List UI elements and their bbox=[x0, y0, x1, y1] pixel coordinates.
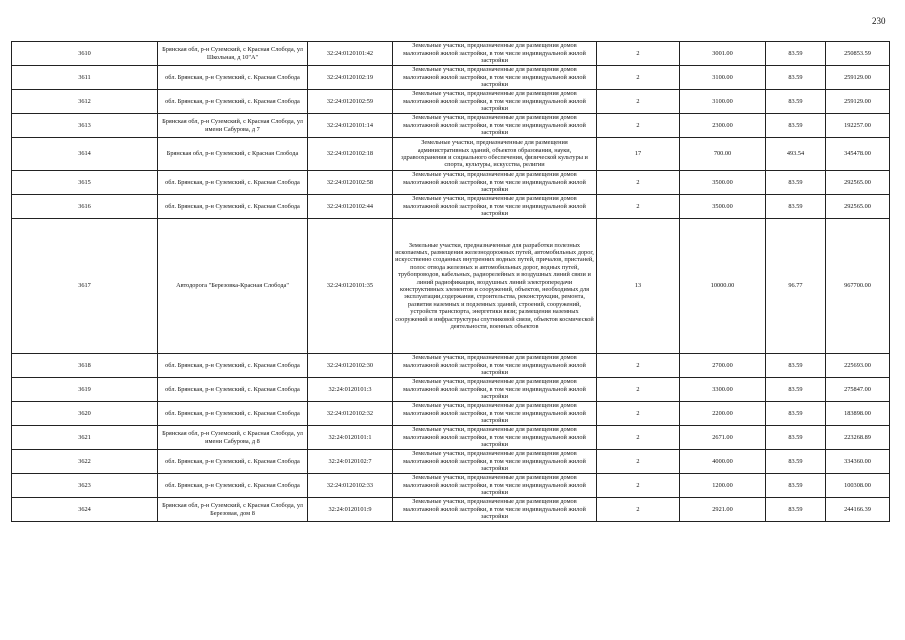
specific-value-cell: 83.59 bbox=[766, 402, 826, 426]
address-cell: обл. Брянская, р-н Суземский, с. Красная Слобода bbox=[158, 90, 308, 114]
group-cell: 2 bbox=[597, 42, 680, 66]
land-use-cell: Земельные участки, предназначенные для размещения домов малоэтажной жилой застройки, в том числе индивидуальной жилой застройки bbox=[393, 90, 597, 114]
cadastral-number-cell: 32:24:0120102:33 bbox=[308, 474, 393, 498]
address-cell: Автодорога "Березовка-Красная Слобода" bbox=[158, 219, 308, 354]
address-cell: обл. Брянская, р-н Суземский, с. Красная Слобода bbox=[158, 474, 308, 498]
cadastral-number-cell: 32:24:0120101:3 bbox=[308, 378, 393, 402]
address-cell: обл. Брянская, р-н Суземский, с. Красная Слобода bbox=[158, 195, 308, 219]
cadastral-number-cell: 32:24:0120102:32 bbox=[308, 402, 393, 426]
row-number: 3613 bbox=[12, 114, 158, 138]
area-cell: 4000.00 bbox=[680, 450, 766, 474]
specific-value-cell: 83.59 bbox=[766, 114, 826, 138]
cadastral-value-cell: 250853.59 bbox=[826, 42, 890, 66]
area-cell: 3100.00 bbox=[680, 66, 766, 90]
specific-value-cell: 83.59 bbox=[766, 498, 826, 522]
row-number: 3616 bbox=[12, 195, 158, 219]
cadastral-value-cell: 259129.00 bbox=[826, 66, 890, 90]
group-cell: 2 bbox=[597, 114, 680, 138]
table-row bbox=[12, 402, 890, 426]
specific-value-cell: 83.59 bbox=[766, 66, 826, 90]
land-use-cell: Земельные участки, предназначенные для размещения домов малоэтажной жилой застройки, в том числе индивидуальной жилой застройки bbox=[393, 114, 597, 138]
table-row bbox=[12, 450, 890, 474]
cadastral-number-cell: 32:24:0120102:44 bbox=[308, 195, 393, 219]
cadastral-value-table bbox=[11, 41, 890, 522]
cadastral-value-cell: 292565.00 bbox=[826, 195, 890, 219]
address-cell: обл. Брянская, р-н Суземский, с. Красная Слобода bbox=[158, 378, 308, 402]
area-cell: 2300.00 bbox=[680, 114, 766, 138]
specific-value-cell: 83.59 bbox=[766, 474, 826, 498]
row-number: 3617 bbox=[12, 219, 158, 354]
area-cell: 3500.00 bbox=[680, 195, 766, 219]
address-cell: обл. Брянская, р-н Суземский, с. Красная Слобода bbox=[158, 450, 308, 474]
specific-value-cell: 96.77 bbox=[766, 219, 826, 354]
cadastral-value-cell: 100308.00 bbox=[826, 474, 890, 498]
cadastral-value-cell: 244166.39 bbox=[826, 498, 890, 522]
cadastral-value-cell: 967700.00 bbox=[826, 219, 890, 354]
page-number: 230 bbox=[872, 16, 886, 26]
area-cell: 2700.00 bbox=[680, 354, 766, 378]
cadastral-value-cell: 183898.00 bbox=[826, 402, 890, 426]
area-cell: 2200.00 bbox=[680, 402, 766, 426]
area-cell: 3100.00 bbox=[680, 90, 766, 114]
group-cell: 2 bbox=[597, 378, 680, 402]
row-number: 3618 bbox=[12, 354, 158, 378]
table-row bbox=[12, 474, 890, 498]
land-use-cell: Земельные участки, предназначенные для размещения домов малоэтажной жилой застройки, в том числе индивидуальной жилой застройки bbox=[393, 474, 597, 498]
table-row bbox=[12, 498, 890, 522]
land-use-cell: Земельные участки, предназначенные для размещения домов малоэтажной жилой застройки, в том числе индивидуальной жилой застройки bbox=[393, 354, 597, 378]
cadastral-number-cell: 32:24:0120101:42 bbox=[308, 42, 393, 66]
cadastral-number-cell: 32:24:0120102:30 bbox=[308, 354, 393, 378]
cadastral-value-cell: 345478.00 bbox=[826, 138, 890, 171]
land-use-cell: Земельные участки, предназначенные для размещения домов малоэтажной жилой застройки, в том числе индивидуальной жилой застройки bbox=[393, 498, 597, 522]
address-cell: Брянская обл, р-н Суземский, с Красная Слобода, ул Школьная, д 10"А" bbox=[158, 42, 308, 66]
specific-value-cell: 83.59 bbox=[766, 171, 826, 195]
cadastral-number-cell: 32:24:0120101:35 bbox=[308, 219, 393, 354]
table-row bbox=[12, 114, 890, 138]
address-cell: обл. Брянская, р-н Суземский, с. Красная Слобода bbox=[158, 402, 308, 426]
specific-value-cell: 83.59 bbox=[766, 354, 826, 378]
group-cell: 2 bbox=[597, 171, 680, 195]
group-cell: 2 bbox=[597, 498, 680, 522]
area-cell: 3500.00 bbox=[680, 171, 766, 195]
land-use-cell: Земельные участки, предназначенные для размещения домов малоэтажной жилой застройки, в том числе индивидуальной жилой застройки bbox=[393, 66, 597, 90]
address-cell: Брянская обл, р-н Суземский, с Красная Слобода bbox=[158, 138, 308, 171]
row-number: 3612 bbox=[12, 90, 158, 114]
cadastral-number-cell: 32:24:0120102:59 bbox=[308, 90, 393, 114]
group-cell: 13 bbox=[597, 219, 680, 354]
group-cell: 2 bbox=[597, 402, 680, 426]
row-number: 3623 bbox=[12, 474, 158, 498]
cadastral-value-cell: 259129.00 bbox=[826, 90, 890, 114]
specific-value-cell: 493.54 bbox=[766, 138, 826, 171]
land-use-cell: Земельные участки, предназначенные для размещения домов малоэтажной жилой застройки, в том числе индивидуальной жилой застройки bbox=[393, 426, 597, 450]
group-cell: 2 bbox=[597, 66, 680, 90]
row-number: 3624 bbox=[12, 498, 158, 522]
land-use-cell: Земельные участки, предназначенные для размещения домов малоэтажной жилой застройки, в том числе индивидуальной жилой застройки bbox=[393, 402, 597, 426]
row-number: 3622 bbox=[12, 450, 158, 474]
table-row bbox=[12, 354, 890, 378]
specific-value-cell: 83.59 bbox=[766, 90, 826, 114]
cadastral-value-cell: 292565.00 bbox=[826, 171, 890, 195]
cadastral-number-cell: 32:24:0120102:19 bbox=[308, 66, 393, 90]
cadastral-value-cell: 192257.00 bbox=[826, 114, 890, 138]
cadastral-number-cell: 32:24:0120101:14 bbox=[308, 114, 393, 138]
cadastral-number-cell: 32:24:0120101:9 bbox=[308, 498, 393, 522]
area-cell: 2921.00 bbox=[680, 498, 766, 522]
row-number: 3619 bbox=[12, 378, 158, 402]
row-number: 3621 bbox=[12, 426, 158, 450]
table-row bbox=[12, 66, 890, 90]
table-row bbox=[12, 171, 890, 195]
area-cell: 700.00 bbox=[680, 138, 766, 171]
area-cell: 3001.00 bbox=[680, 42, 766, 66]
group-cell: 2 bbox=[597, 474, 680, 498]
land-use-cell: Земельные участки, предназначенные для размещения домов малоэтажной жилой застройки, в том числе индивидуальной жилой застройки bbox=[393, 378, 597, 402]
land-use-cell: Земельные участки, предназначенные для разработки полезных ископаемых, размещения железнодорожных путей, автомобильных дорог, искусственно созданных внутренних водных путей, причалов, пристаней, полос отвода железных и автомобильных дорог, водных путей, трубопроводов, кабельных, радиорелейных и воздушных линий связи и линий радиофикации, воздушных линий электропередачи конструктивных элементов и сооружений, объектов, необходимых для эксплуатации,содержания, строительства, реконструкции, ремонта, развития наземных и подземных зданий, строений, сооружений, устройств транспорта, энергетики вязи; размещения наземных сооружений и инфраструктуры спутниковой связи, объектов космической деятельности, военных объектов bbox=[393, 219, 597, 354]
cadastral-value-cell: 275847.00 bbox=[826, 378, 890, 402]
group-cell: 2 bbox=[597, 195, 680, 219]
group-cell: 2 bbox=[597, 426, 680, 450]
table-row bbox=[12, 138, 890, 171]
specific-value-cell: 83.59 bbox=[766, 426, 826, 450]
table-row bbox=[12, 195, 890, 219]
address-cell: обл. Брянская, р-н Суземский, с. Красная Слобода bbox=[158, 66, 308, 90]
table-row bbox=[12, 426, 890, 450]
area-cell: 3300.00 bbox=[680, 378, 766, 402]
land-use-cell: Земельные участки, предназначенные для размещения домов малоэтажной жилой застройки, в том числе индивидуальной жилой застройки bbox=[393, 195, 597, 219]
table-row bbox=[12, 378, 890, 402]
group-cell: 2 bbox=[597, 354, 680, 378]
address-cell: Брянская обл, р-н Суземский, с Красная Слобода, ул имени Сабурова, д 8 bbox=[158, 426, 308, 450]
group-cell: 17 bbox=[597, 138, 680, 171]
cadastral-number-cell: 32:24:0120102:58 bbox=[308, 171, 393, 195]
table-row bbox=[12, 90, 890, 114]
address-cell: обл. Брянская, р-н Суземский, с. Красная Слобода bbox=[158, 354, 308, 378]
row-number: 3614 bbox=[12, 138, 158, 171]
specific-value-cell: 83.59 bbox=[766, 378, 826, 402]
row-number: 3610 bbox=[12, 42, 158, 66]
table-row bbox=[12, 42, 890, 66]
cadastral-value-cell: 225693.00 bbox=[826, 354, 890, 378]
specific-value-cell: 83.59 bbox=[766, 195, 826, 219]
cadastral-number-cell: 32:24:0120102:7 bbox=[308, 450, 393, 474]
address-cell: Брянская обл, р-н Суземский, с Красная Слобода, ул Березовая, дом 8 bbox=[158, 498, 308, 522]
cadastral-value-cell: 223268.89 bbox=[826, 426, 890, 450]
specific-value-cell: 83.59 bbox=[766, 450, 826, 474]
address-cell: Брянская обл, р-н Суземский, с Красная Слобода, ул имени Сабурова, д 7 bbox=[158, 114, 308, 138]
row-number: 3615 bbox=[12, 171, 158, 195]
area-cell: 1200.00 bbox=[680, 474, 766, 498]
land-use-cell: Земельные участки, предназначенные для размещения домов малоэтажной жилой застройки, в том числе индивидуальной жилой застройки bbox=[393, 42, 597, 66]
area-cell: 10000.00 bbox=[680, 219, 766, 354]
cadastral-number-cell: 32:24:0120102:18 bbox=[308, 138, 393, 171]
table-row bbox=[12, 219, 890, 354]
address-cell: обл. Брянская, р-н Суземский, с. Красная Слобода bbox=[158, 171, 308, 195]
group-cell: 2 bbox=[597, 90, 680, 114]
row-number: 3611 bbox=[12, 66, 158, 90]
cadastral-number-cell: 32:24:0120101:1 bbox=[308, 426, 393, 450]
specific-value-cell: 83.59 bbox=[766, 42, 826, 66]
cadastral-value-cell: 334360.00 bbox=[826, 450, 890, 474]
land-use-cell: Земельные участки, предназначенные для размещения домов малоэтажной жилой застройки, в том числе индивидуальной жилой застройки bbox=[393, 450, 597, 474]
group-cell: 2 bbox=[597, 450, 680, 474]
land-use-cell: Земельные участки, предназначенные для размещения административных зданий, объектов образования, науки, здравоохранения и социального обеспечения, физической культуры и спорта, культуры, искусства, религии bbox=[393, 138, 597, 171]
area-cell: 2671.00 bbox=[680, 426, 766, 450]
table-body bbox=[12, 42, 890, 522]
row-number: 3620 bbox=[12, 402, 158, 426]
land-use-cell: Земельные участки, предназначенные для размещения домов малоэтажной жилой застройки, в том числе индивидуальной жилой застройки bbox=[393, 171, 597, 195]
